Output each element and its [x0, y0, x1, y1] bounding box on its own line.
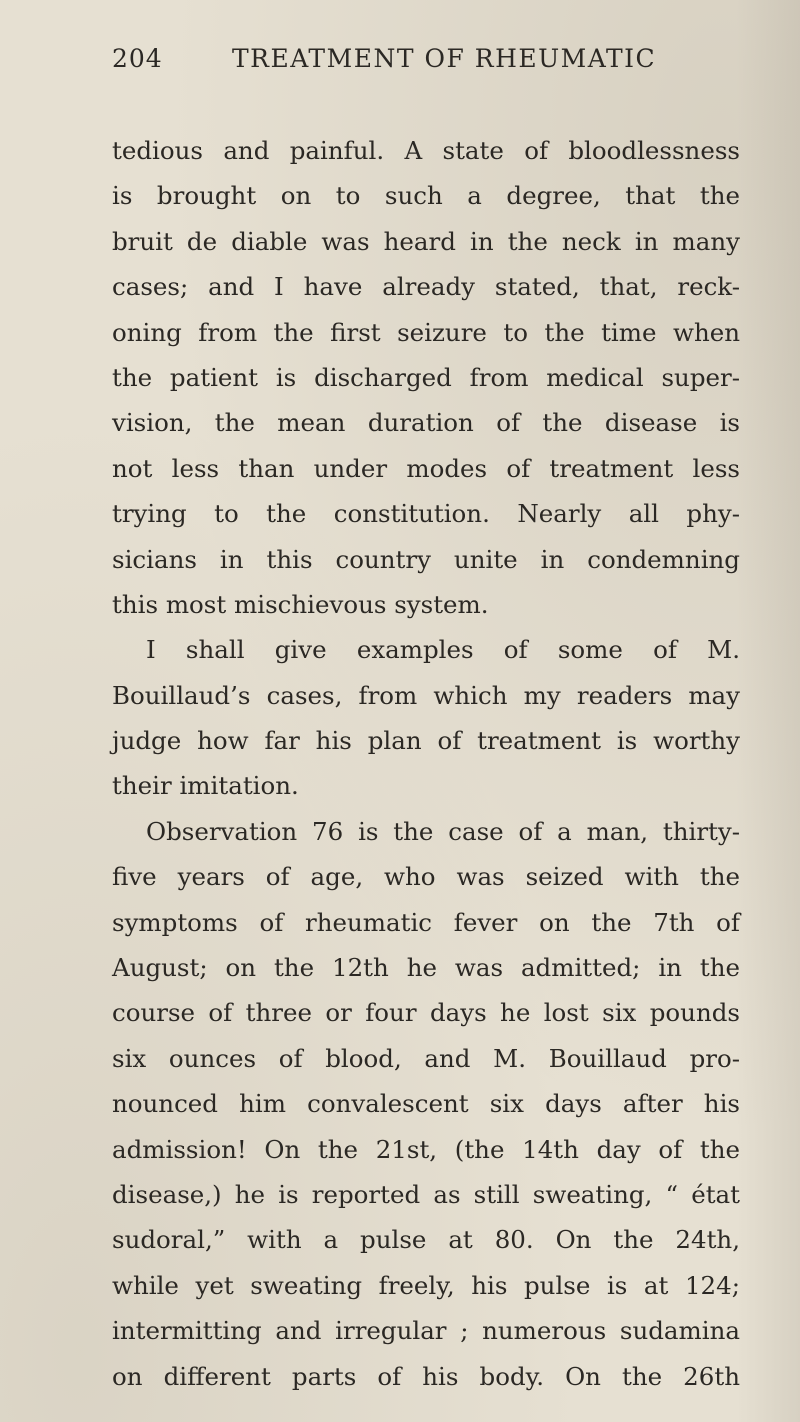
text-line: six ounces of blood, and M. Bouillaud pro- — [112, 1043, 740, 1073]
text-line: vision, the mean duration of the disease is — [112, 408, 740, 438]
text-line: bruit de diable was heard in the neck in many — [112, 226, 740, 256]
page-number: 204 — [112, 44, 163, 73]
text-line: oning from the first seizure to the time when — [112, 317, 740, 347]
text-line: the patient is discharged from medical super- — [112, 362, 740, 392]
text-line: is brought on to such a degree, that the — [112, 181, 740, 211]
text-line: admission! On the 21st, (the 14th day of the — [112, 1134, 740, 1164]
text-line: symptoms of rheumatic fever on the 7th of — [112, 907, 740, 937]
text-line: five years of age, who was seized with the — [112, 862, 740, 892]
running-header — [112, 44, 752, 84]
text-line: this most mischievous system. — [112, 589, 489, 619]
text-line: not less than under modes of treatment less — [112, 453, 740, 483]
text-line: cases; and I have already stated, that, reck- — [112, 272, 740, 302]
text-line: their imitation. — [112, 771, 299, 801]
text-line: Bouillaud’s cases, from which my readers may — [112, 680, 740, 710]
text-line: judge how far his plan of treatment is worthy — [112, 726, 740, 756]
text-line: tedious and painful. A state of bloodlessness — [112, 136, 740, 165]
running-title: TREATMENT OF RHEUMATIC — [232, 44, 657, 73]
text-line: nounced him convalescent six days after his — [112, 1089, 740, 1119]
text-line: Observation 76 is the case of a man, thirty- — [146, 816, 740, 846]
text-line: disease,) he is reported as still sweating, “ état — [112, 1179, 740, 1209]
text-line: on different parts of his body. On the 26th — [112, 1361, 740, 1391]
text-line: course of three or four days he lost six pounds — [112, 998, 740, 1028]
text-line: August; on the 12th he was admitted; in the — [112, 953, 740, 983]
text-line: sudoral,” with a pulse at 80. On the 24th, — [112, 1225, 740, 1255]
body-text — [112, 128, 740, 1399]
text-line: trying to the constitution. Nearly all phy- — [112, 499, 740, 529]
text-line: intermitting and irregular ; numerous sudamina — [112, 1316, 740, 1346]
text-line: while yet sweating freely, his pulse is at 124; — [112, 1270, 740, 1300]
text-line: I shall give examples of some of M. — [146, 635, 740, 665]
text-line: sicians in this country unite in condemning — [112, 544, 740, 574]
